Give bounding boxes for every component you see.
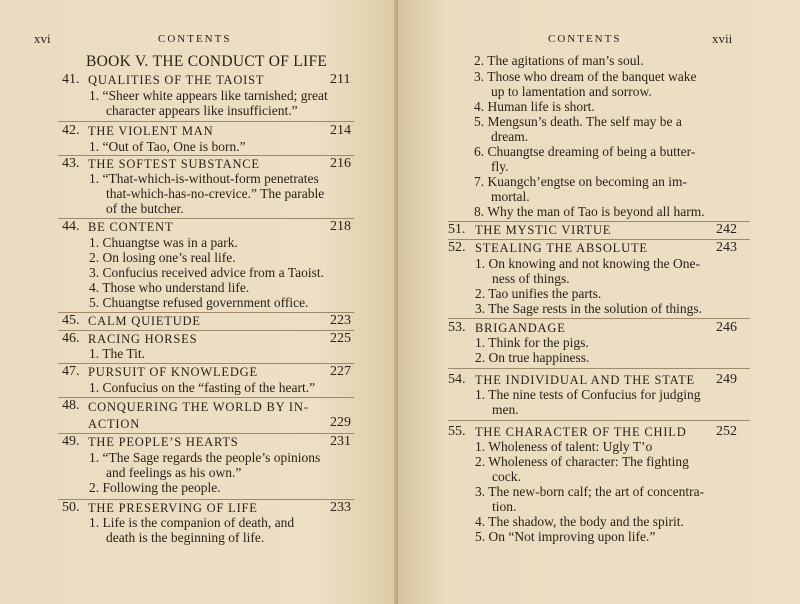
entry-item: 1. “Sheer white appears like tarnished; great — [89, 88, 328, 103]
continued-item: 7. Kuangch’engtse on becoming an im- — [474, 174, 687, 189]
divider — [58, 433, 354, 434]
entry-title: THE PRESERVING OF LIFE — [88, 501, 258, 515]
entry-title: THE SOFTEST SUBSTANCE — [88, 157, 260, 171]
entry-item: cock. — [492, 469, 521, 484]
continued-item: 5. Mengsun’s death. The self may be a — [474, 114, 682, 129]
left-folio: xvi — [34, 31, 51, 46]
entry-item: 2. On losing one’s real life. — [89, 250, 236, 265]
entry-page: 252 — [716, 424, 737, 439]
right-running-head: CONTENTS — [548, 33, 622, 45]
divider — [448, 420, 750, 421]
entry-item: 1. Think for the pigs. — [475, 335, 589, 350]
divider — [58, 155, 354, 156]
entry-item: character appears like insufficient.” — [106, 103, 298, 118]
entry-number: 54. — [448, 372, 466, 387]
entry-item: of the butcher. — [106, 201, 184, 216]
entry-title: THE CHARACTER OF THE CHILD — [475, 425, 687, 439]
entry-page: 233 — [330, 500, 351, 515]
entry-item: 1. “The Sage regards the people’s opinions — [89, 450, 321, 465]
entry-item: 5. Chuangtse refused government office. — [89, 295, 309, 310]
entry-number: 42. — [62, 123, 80, 138]
entry-title: RACING HORSES — [88, 332, 198, 346]
entry-item: 2. Wholeness of character: The fighting — [475, 454, 689, 469]
left-running-head: CONTENTS — [158, 33, 232, 45]
continued-item: dream. — [491, 129, 529, 144]
entry-item: 2. Tao unifies the parts. — [475, 286, 602, 301]
entry-title: THE MYSTIC VIRTUE — [475, 223, 612, 237]
divider — [448, 368, 750, 369]
divider — [58, 218, 354, 219]
entry-title: THE INDIVIDUAL AND THE STATE — [475, 373, 695, 387]
entry-page: 231 — [330, 434, 351, 449]
right-page — [398, 0, 800, 604]
divider — [58, 397, 354, 398]
entry-item: and feelings as his own.” — [106, 465, 242, 480]
entry-page: 214 — [330, 123, 351, 138]
entry-item: 1. “Out of Tao, One is born.” — [89, 139, 246, 154]
continued-item: fly. — [491, 159, 509, 174]
right-folio: xvii — [712, 31, 733, 46]
continued-item: 2. The agitations of man’s soul. — [474, 53, 644, 68]
entry-number: 44. — [62, 219, 80, 234]
divider — [448, 318, 750, 319]
entry-number: 41. — [62, 72, 80, 87]
continued-item: mortal. — [491, 189, 530, 204]
entry-item: ness of things. — [492, 271, 570, 286]
entry-item: 1. Chuangtse was in a park. — [89, 235, 238, 250]
continued-item: 4. Human life is short. — [474, 99, 595, 114]
entry-number: 47. — [62, 364, 80, 379]
entry-item: 3. The Sage rests in the solution of things. — [475, 301, 702, 316]
entry-page: 218 — [330, 219, 351, 234]
entry-item: 1. Wholeness of talent: Ugly T’o — [475, 439, 653, 454]
entry-item: 1. “That-which-is-without-form penetrates — [89, 171, 319, 186]
entry-title: THE VIOLENT MAN — [88, 124, 214, 138]
divider — [58, 121, 354, 122]
book-title: BOOK V. THE CONDUCT OF LIFE — [86, 53, 328, 70]
entry-item: death is the beginning of life. — [106, 530, 265, 545]
divider — [58, 330, 354, 331]
entry-item: 2. Following the people. — [89, 480, 221, 495]
entry-number: 50. — [62, 500, 80, 515]
continued-item: up to lamentation and sorrow. — [491, 84, 652, 99]
continued-item: 6. Chuangtse dreaming of being a butter- — [474, 144, 696, 159]
entry-title: QUALITIES OF THE TAOIST — [88, 73, 265, 87]
entry-title-continued: ACTION — [88, 417, 141, 431]
entry-title: CALM QUIETUDE — [88, 314, 201, 328]
divider — [448, 221, 750, 222]
entry-item: 4. The shadow, the body and the spirit. — [475, 514, 684, 529]
divider — [58, 312, 354, 313]
entry-item: 1. Life is the companion of death, and — [89, 515, 295, 530]
entry-item: that-which-has-no-crevice.” The parable — [106, 186, 325, 201]
entry-page: 246 — [716, 320, 737, 335]
entry-number: 51. — [448, 222, 466, 237]
entry-page: 243 — [716, 240, 737, 255]
entry-page: 229 — [330, 415, 351, 430]
entry-page: 242 — [716, 222, 737, 237]
entry-item: 2. On true happiness. — [475, 350, 590, 365]
entry-number: 45. — [62, 313, 80, 328]
divider — [58, 363, 354, 364]
entry-item: tion. — [492, 499, 517, 514]
entry-page: 249 — [716, 372, 737, 387]
entry-title: BRIGANDAGE — [475, 321, 566, 335]
entry-number: 46. — [62, 331, 80, 346]
entry-item: men. — [492, 402, 519, 417]
entry-item: 1. The Tit. — [89, 346, 146, 361]
entry-title: PURSUIT OF KNOWLEDGE — [88, 365, 258, 379]
entry-page: 225 — [330, 331, 351, 346]
entry-item: 4. Those who understand life. — [89, 280, 250, 295]
entry-number: 53. — [448, 320, 466, 335]
entry-title: BE CONTENT — [88, 220, 174, 234]
entry-title: THE PEOPLE’S HEARTS — [88, 435, 239, 449]
entry-item: 1. On knowing and not knowing the One- — [475, 256, 700, 271]
continued-item: 3. Those who dream of the banquet wake — [474, 69, 697, 84]
divider — [448, 239, 750, 240]
entry-page: 227 — [330, 364, 351, 379]
entry-item: 1. The nine tests of Confucius for judging — [475, 387, 701, 402]
entry-item: 3. Confucius received advice from a Taoist. — [89, 265, 324, 280]
entry-number: 43. — [62, 156, 80, 171]
entry-number: 55. — [448, 424, 466, 439]
entry-page: 223 — [330, 313, 351, 328]
entry-page: 211 — [330, 72, 351, 87]
entry-number: 52. — [448, 240, 466, 255]
left-page — [0, 0, 398, 604]
entry-number: 48. — [62, 398, 80, 413]
divider — [58, 499, 354, 500]
entry-item: 5. On “Not improving upon life.” — [475, 529, 656, 544]
entry-number: 49. — [62, 434, 80, 449]
continued-item: 8. Why the man of Tao is beyond all harm. — [474, 204, 705, 219]
entry-item: 3. The new-born calf; the art of concentra- — [475, 484, 705, 499]
entry-item: 1. Confucius on the “fasting of the heart.” — [89, 380, 316, 395]
entry-page: 216 — [330, 156, 351, 171]
entry-title: CONQUERING THE WORLD BY IN- — [88, 400, 309, 414]
entry-title: STEALING THE ABSOLUTE — [475, 241, 648, 255]
